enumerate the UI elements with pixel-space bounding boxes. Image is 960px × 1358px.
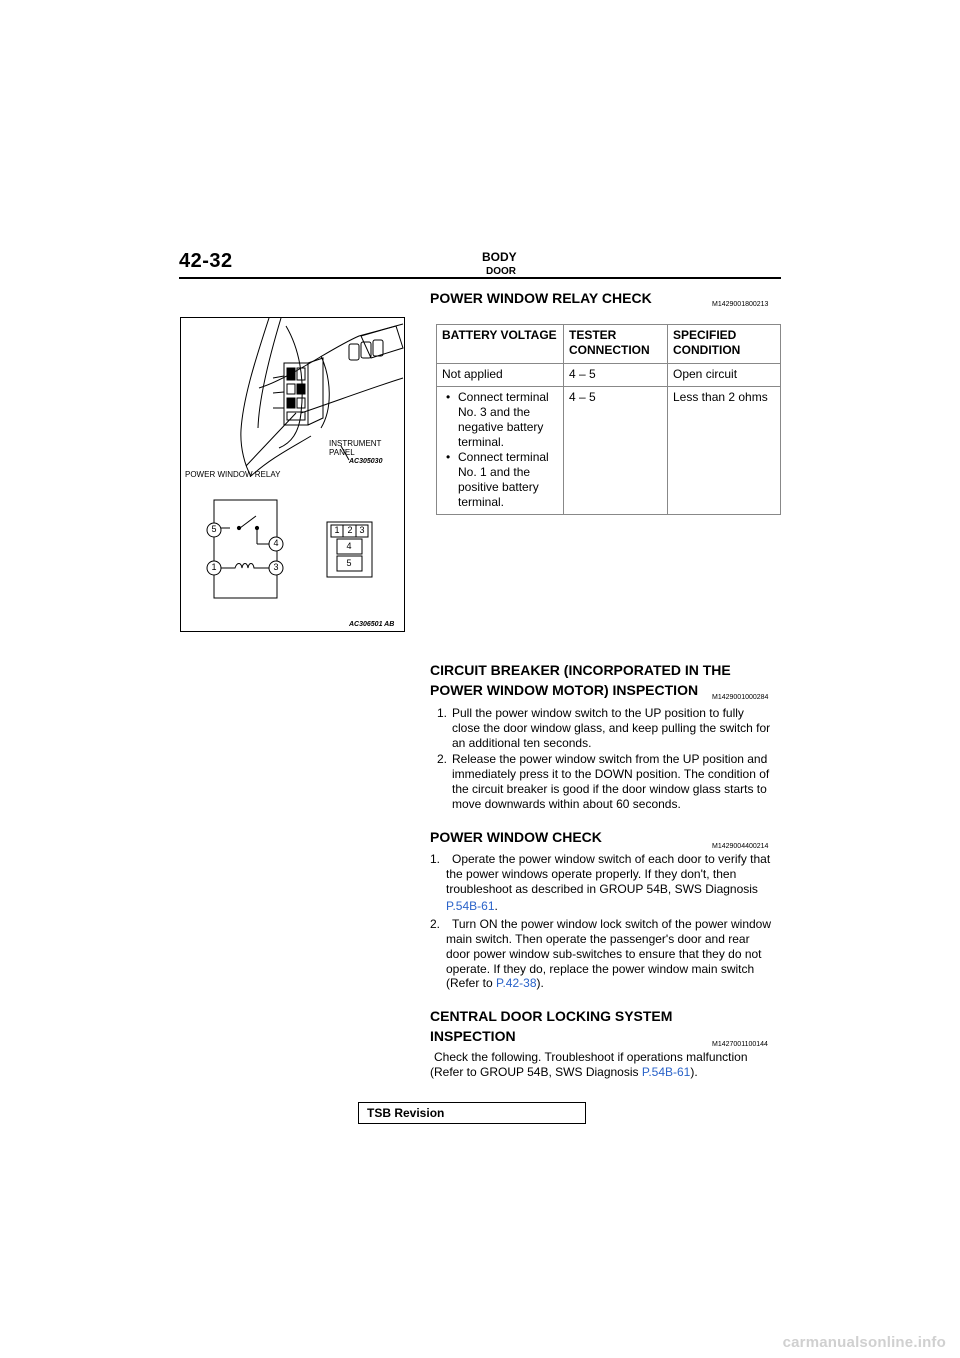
link-p54b-61[interactable]: P.54B-61	[446, 899, 495, 913]
breaker-step-1-line: an additional ten seconds.	[452, 736, 592, 750]
punctuation: ).	[536, 976, 544, 990]
figure-code-bottom: AC306501 AB	[349, 621, 395, 628]
window-step-1-line: troubleshoot as described in GROUP 54B, SWS Diagnosis	[446, 882, 758, 896]
relay-check-title: POWER WINDOW RELAY CHECK	[430, 290, 652, 306]
punctuation: ).	[690, 1065, 698, 1079]
central-lock-code: M1427001100144	[712, 1041, 768, 1048]
window-step-1-link-line	[446, 899, 498, 914]
breaker-title-line1: CIRCUIT BREAKER (INCORPORATED IN THE	[430, 662, 731, 678]
instrument-panel-label-1: INSTRUMENT	[329, 439, 382, 448]
connector-pin-4: 4	[346, 541, 352, 551]
window-step-2-link-line	[446, 976, 544, 991]
window-step-1-num: 1.	[430, 852, 441, 866]
tsb-revision-box: TSB Revision	[358, 1102, 586, 1124]
battery-item: • Connect terminal No. 1 and the positive battery terminal.	[458, 450, 558, 510]
window-step-2-line: door power window sub-switches to ensure that they do not	[446, 947, 762, 961]
section-title: BODY	[482, 250, 517, 264]
terminal-5: 5	[211, 524, 217, 534]
connector-pin-1: 1	[334, 525, 340, 535]
breaker-step-2-line: the circuit breaker is good if the door window glass starts to	[452, 782, 767, 796]
table-row	[437, 387, 781, 515]
relay-check-code: M1429001800213	[712, 301, 769, 308]
header-battery-voltage: BATTERY VOLTAGE	[437, 325, 564, 364]
breaker-step-2-line: move downwards within about 60 seconds.	[452, 797, 681, 811]
window-step-1-line: Operate the power window switch of each door to verify that	[452, 852, 771, 866]
punctuation: .	[494, 899, 498, 913]
window-step-2-line: Turn ON the power window lock switch of the power window	[452, 917, 772, 931]
terminal-1: 1	[211, 562, 217, 572]
battery-item: • Connect terminal No. 3 and the negative battery terminal.	[458, 390, 558, 450]
power-window-relay-label: POWER WINDOW RELAY	[185, 470, 281, 479]
window-step-2-line: operate. If they do, replace the power window main switch	[446, 962, 755, 976]
table-header-row	[437, 325, 781, 364]
window-step-2-num: 2.	[430, 917, 441, 931]
breaker-step-2-line: immediately press it to the DOWN position. The condition of	[452, 767, 770, 781]
cell-battery: Not applied	[437, 364, 564, 387]
terminal-3: 3	[273, 562, 279, 572]
central-lock-title-line1: CENTRAL DOOR LOCKING SYSTEM	[430, 1008, 673, 1024]
breaker-step-1-line: close the door window glass, and keep pulling the switch for	[452, 721, 771, 735]
header-tester-connection: TESTER CONNECTION	[564, 325, 668, 364]
central-lock-link-line	[430, 1065, 698, 1080]
refer-text: (Refer to	[446, 976, 497, 990]
breaker-step-1-num: 1.	[437, 706, 448, 720]
cell-condition: Open circuit	[668, 364, 781, 387]
link-p42-38[interactable]: P.42-38	[496, 976, 537, 990]
breaker-code: M1429001000284	[712, 694, 769, 701]
breaker-step-1-line: Pull the power window switch to the UP position to fully	[452, 706, 744, 720]
header-rule	[179, 277, 781, 279]
window-check-title: POWER WINDOW CHECK	[430, 829, 602, 845]
figure-code-top: AC305030	[349, 458, 383, 465]
window-check-code: M1429004400214	[712, 843, 769, 850]
breaker-step-2-line: Release the power window switch from the UP position and	[452, 752, 768, 766]
central-lock-line: Check the following. Troubleshoot if operations malfunction	[434, 1050, 748, 1064]
watermark: carmanualsonline.info	[782, 1334, 946, 1351]
subsection-title: DOOR	[486, 266, 516, 277]
relay-spec-table	[436, 324, 781, 515]
page-number: 42-32	[179, 250, 233, 272]
breaker-title-line2: POWER WINDOW MOTOR) INSPECTION	[430, 682, 699, 698]
cell-tester: 4 – 5	[564, 364, 668, 387]
relay-figure	[180, 317, 405, 632]
connector-pin-5: 5	[346, 558, 352, 568]
cell-battery	[437, 387, 564, 515]
table-row	[437, 364, 781, 387]
cell-tester: 4 – 5	[564, 387, 668, 515]
refer-text: (Refer to GROUP 54B, SWS Diagnosis	[430, 1065, 642, 1079]
cell-condition: Less than 2 ohms	[668, 387, 781, 515]
central-lock-title-line2: INSPECTION	[430, 1028, 516, 1044]
connector-pin-2: 2	[347, 525, 353, 535]
breaker-step-2-num: 2.	[437, 752, 448, 766]
window-step-2-line: main switch. Then operate the passenger's door and rear	[446, 932, 750, 946]
window-step-1-line: the power windows operate properly. If they don't, then	[446, 867, 737, 881]
header-specified-condition: SPECIFIED CONDITION	[668, 325, 781, 364]
connector-pin-3: 3	[359, 525, 365, 535]
instrument-panel-label-2: PANEL	[329, 448, 355, 457]
terminal-4: 4	[273, 538, 279, 548]
link-p54b-61-central[interactable]: P.54B-61	[641, 1065, 691, 1079]
